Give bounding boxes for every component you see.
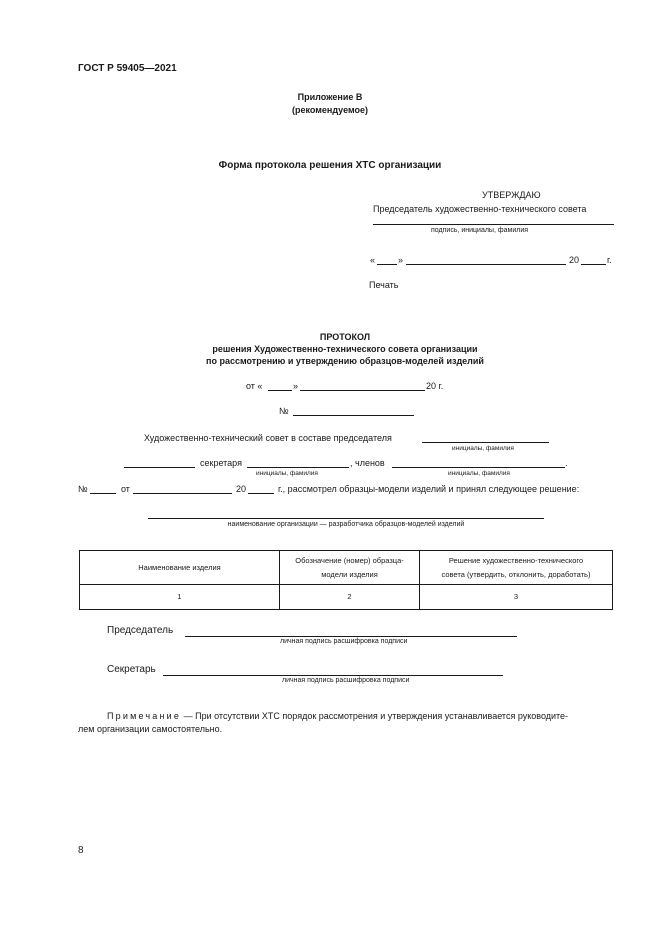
protocol-month-line xyxy=(300,390,425,391)
note-label: Примечание xyxy=(107,711,182,721)
protocol-number-label: № xyxy=(279,406,289,416)
chair-name-caption: инициалы, фамилия xyxy=(452,445,514,452)
approve-position: Председатель художественно-технического совета xyxy=(373,204,587,214)
protocol-line2: по рассмотрению и утверждению образцов-моделей изделий xyxy=(206,356,484,366)
organization-line xyxy=(148,518,544,519)
secretary-label: секретаря xyxy=(200,458,242,468)
header-product-name: Наименование изделия xyxy=(138,562,221,572)
council-year-prefix: 20 xyxy=(236,484,247,494)
table-header-cell xyxy=(420,551,613,585)
protocol-date-mid: » xyxy=(293,381,299,391)
table-header-cell xyxy=(280,551,420,585)
table-number-cell: 1 xyxy=(80,585,280,610)
approve-year-suffix: г. xyxy=(607,255,612,265)
chair-name-line xyxy=(422,442,549,443)
protocol-title: ПРОТОКОЛ xyxy=(319,332,371,342)
stamp-label: Печать xyxy=(369,280,399,290)
secretary-signature-line xyxy=(163,675,503,676)
council-number-line xyxy=(90,493,116,494)
header-decision-line1: Решение художественно-технического xyxy=(448,555,584,565)
appendix-subtitle: (рекомендуемое) xyxy=(292,105,368,115)
note-text-line1: — При отсутствии ХТС порядок рассмотрения и утверждения устанавливается руководите- xyxy=(183,711,569,721)
approve-year-line xyxy=(581,264,606,265)
chair-signature-label: Председатель xyxy=(107,625,174,636)
table-header-cell xyxy=(80,551,280,585)
table-row xyxy=(80,585,613,610)
council-date-line xyxy=(133,493,232,494)
header-decision-line2: совета (утвердить, отклонить, доработать) xyxy=(441,569,591,579)
secretary-signature-caption: личная подпись расшифровка подписи xyxy=(282,677,410,684)
secretary-prefix-line xyxy=(124,467,195,468)
approve-day-line xyxy=(377,264,397,265)
chair-signature-line xyxy=(185,636,517,637)
table-number-cell: 3 xyxy=(420,585,613,610)
chair-signature-caption: личная подпись расшифровка подписи xyxy=(280,638,408,645)
secretary-name-caption: инициалы, фамилия xyxy=(256,470,318,477)
header-designation-line1: Обозначение (номер) образца- xyxy=(295,555,404,565)
protocol-date-from: от « xyxy=(246,381,263,391)
council-year-line xyxy=(248,493,274,494)
protocol-number-line xyxy=(293,415,414,416)
members-name-caption: инициалы, фамилия xyxy=(448,470,510,477)
council-reviewed-text: г., рассмотрел образцы-модели изделий и принял следующее решение: xyxy=(278,484,580,494)
council-number-label: № xyxy=(78,484,88,494)
council-text: Художественно-технический совет в составе председателя xyxy=(144,433,392,443)
approve-label: УТВЕРЖДАЮ xyxy=(482,190,541,200)
secretary-name-line xyxy=(247,467,349,468)
members-name-line xyxy=(392,467,565,468)
form-title: Форма протокола решения ХТС организации xyxy=(218,160,442,171)
approve-date-mid: » xyxy=(398,255,404,265)
table-header-row xyxy=(80,551,613,585)
organization-caption: наименование организации — разработчика образцов-моделей изделий xyxy=(227,521,465,528)
header-designation-line2: модели изделия xyxy=(321,569,378,579)
standard-code: ГОСТ Р 59405—2021 xyxy=(78,63,177,74)
appendix-title: Приложение В xyxy=(297,92,363,102)
approve-signature-caption: подпись, инициалы, фамилия xyxy=(431,227,529,234)
secretary-signature-label: Секретарь xyxy=(107,664,156,675)
members-end: . xyxy=(565,458,568,468)
page-number: 8 xyxy=(78,845,84,856)
council-from-label: от xyxy=(121,484,130,494)
approve-signature-line xyxy=(373,224,614,225)
protocol-line1: решения Художественно-технического совета организации xyxy=(212,344,478,354)
decision-table xyxy=(79,550,613,610)
table-number-cell: 2 xyxy=(280,585,420,610)
approve-month-line xyxy=(406,264,566,265)
approve-year-prefix: 20 xyxy=(569,255,580,265)
note-line1 xyxy=(107,711,568,721)
protocol-date-year: 20 г. xyxy=(426,381,444,391)
protocol-day-line xyxy=(268,390,292,391)
members-label: , членов xyxy=(350,458,385,468)
note-line2: лем организации самостоятельно. xyxy=(78,724,223,734)
approve-date-open: « xyxy=(370,255,376,265)
